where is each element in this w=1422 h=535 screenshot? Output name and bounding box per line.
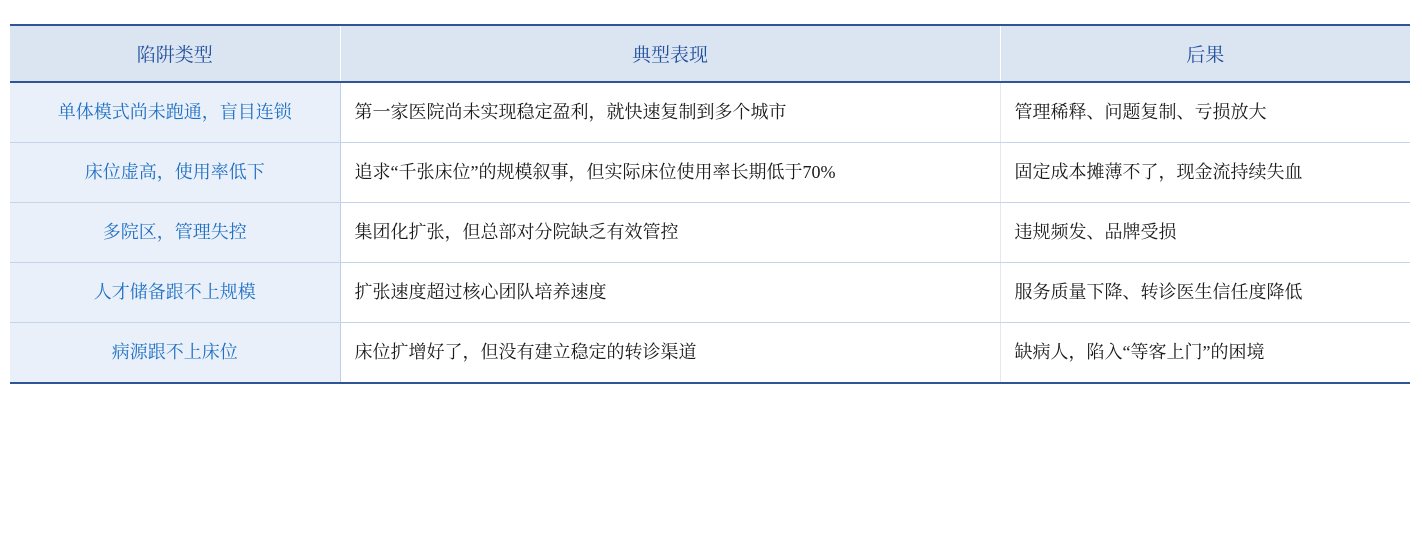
table-row — [10, 323, 1410, 384]
cell-consequence: 固定成本摊薄不了，现金流持续失血 — [1000, 143, 1410, 203]
table-header-row — [10, 25, 1410, 82]
cell-manifestation: 追求“千张床位”的规模叙事，但实际床位使用率长期低于70% — [340, 143, 1000, 203]
cell-consequence: 服务质量下降、转诊医生信任度降低 — [1000, 263, 1410, 323]
table-row — [10, 203, 1410, 263]
column-header-consequence: 后果 — [1000, 25, 1410, 82]
cell-consequence: 管理稀释、问题复制、亏损放大 — [1000, 82, 1410, 143]
table-row — [10, 263, 1410, 323]
cell-consequence: 违规频发、品牌受损 — [1000, 203, 1410, 263]
table-body — [10, 82, 1410, 383]
cell-type: 单体模式尚未跑通，盲目连锁 — [10, 82, 340, 143]
page-top-margin — [0, 0, 1422, 10]
cell-manifestation: 扩张速度超过核心团队培养速度 — [340, 263, 1000, 323]
table-header — [10, 25, 1410, 82]
cell-manifestation: 床位扩增好了，但没有建立稳定的转诊渠道 — [340, 323, 1000, 384]
cell-type: 病源跟不上床位 — [10, 323, 340, 384]
pitfall-table-container — [10, 24, 1410, 384]
cell-manifestation: 集团化扩张，但总部对分院缺乏有效管控 — [340, 203, 1000, 263]
column-header-type: 陷阱类型 — [10, 25, 340, 82]
table-row — [10, 82, 1410, 143]
cell-consequence: 缺病人，陷入“等客上门”的困境 — [1014, 342, 1265, 362]
cell-type: 多院区，管理失控 — [10, 203, 340, 263]
cell-type: 床位虚高，使用率低下 — [10, 143, 340, 203]
pitfall-table — [10, 24, 1410, 384]
table-row — [10, 143, 1410, 203]
column-header-manifestation: 典型表现 — [340, 25, 1000, 82]
cell-type: 人才储备跟不上规模 — [10, 263, 340, 323]
cell-manifestation: 第一家医院尚未实现稳定盈利，就快速复制到多个城市 — [340, 82, 1000, 143]
